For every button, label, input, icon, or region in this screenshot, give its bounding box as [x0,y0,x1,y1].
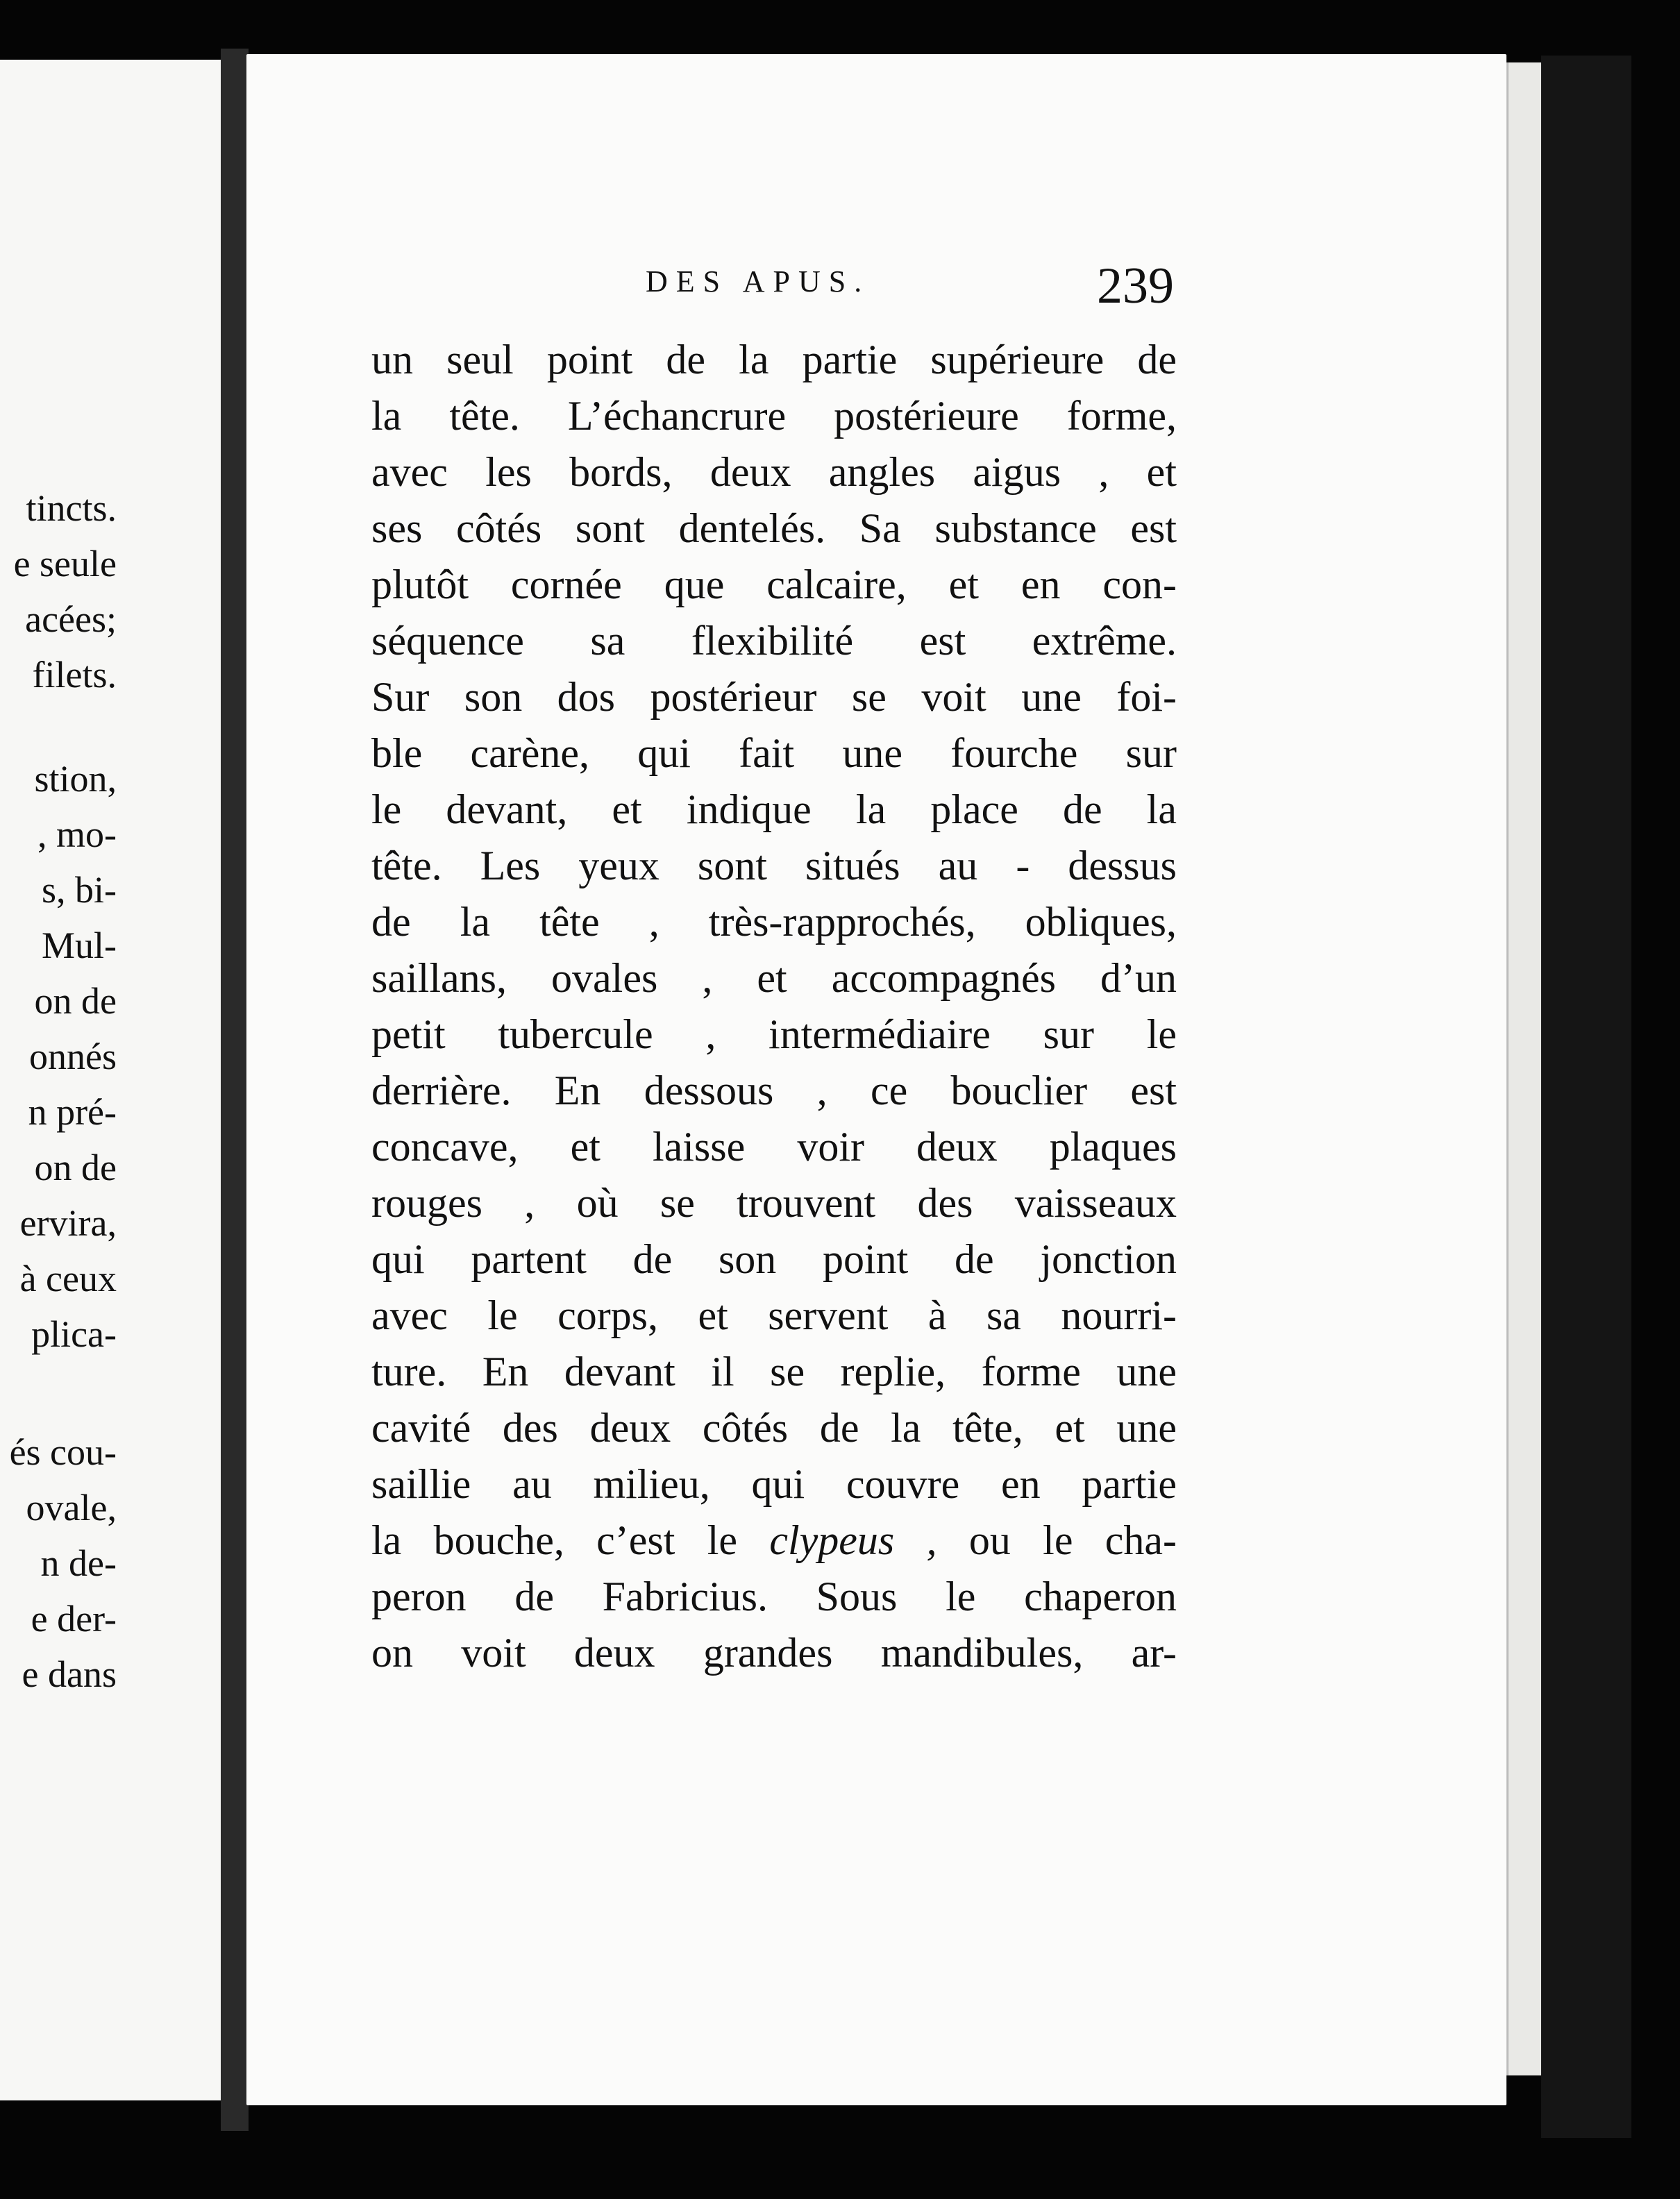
text-segment: la bouche, c’est le [371,1517,738,1563]
left-line: stion, [34,758,117,800]
text-line: le devant, et indique la place de la [371,786,1177,832]
text-line: saillans, ovales , et accompagnés d’un [371,955,1177,1001]
left-line: on de [34,980,117,1022]
text-line-mixed [371,1513,1177,1569]
text-line: concave, et laisse voir deux plaques [371,1124,1177,1170]
book-cover-edge [1541,56,1631,2138]
text-line: plutôt cornée que calcaire, et en con- [371,562,1177,607]
left-line: Mul- [42,925,117,966]
text-line: avec le corps, et servent à sa nourri- [371,1292,1177,1338]
running-header: DES APUS. [646,264,871,298]
text-line: séquence sa flexibilité est extrême. [371,618,1177,664]
italic-term: clypeus , [769,1517,937,1563]
text-line: ble carène, qui fait une fourche sur [371,730,1177,776]
left-line: tincts. [26,487,117,529]
left-line: on de [34,1147,117,1188]
left-line: e der- [31,1598,117,1640]
text-line: tête. Les yeux sont situés au - dessus [371,843,1177,888]
text-line: ture. En devant il se replie, forme une [371,1349,1177,1395]
page-number: 239 [1097,258,1174,314]
text-line: un seul point de la partie supérieure de [371,337,1177,382]
text-line: derrière. En dessous , ce bouclier est [371,1068,1177,1113]
book-gutter [221,49,249,2131]
left-page-text [0,60,117,2100]
text-line: petit tubercule , intermédiaire sur le [371,1011,1177,1057]
left-line: filets. [32,654,117,696]
left-line: plica- [31,1313,117,1355]
left-line: à ceux [19,1258,117,1299]
text-line: la tête. L’échancrure postérieure forme, [371,393,1177,439]
text-line: avec les bords, deux angles aigus , et [371,449,1177,495]
left-line: és cou- [9,1431,117,1473]
text-line: de la tête , très-rapprochés, obliques, [371,899,1177,945]
text-line: qui partent de son point de jonction [371,1236,1177,1282]
text-line: peron de Fabricius. Sous le chaperon [371,1574,1177,1619]
left-line: e dans [22,1653,117,1695]
text-line: on voit deux grandes mandibules, ar- [371,1630,1177,1676]
left-line: ovale, [26,1487,117,1528]
text-line: Sur son dos postérieur se voit une foi- [371,674,1177,720]
left-line: acées; [25,598,117,640]
left-page [0,60,224,2100]
left-line: , mo- [37,814,117,855]
left-line: onnés [29,1036,117,1077]
left-line: s, bi- [42,869,117,911]
left-line: n pré- [28,1091,117,1133]
text-line: cavité des deux côtés de la tête, et une [371,1405,1177,1451]
left-line: n de- [40,1542,117,1584]
page-stack-edge [1506,62,1543,2075]
left-line: ervira, [19,1202,117,1244]
page-body [371,332,1177,1681]
text-segment: ou le cha- [968,1517,1177,1563]
text-line: saillie au milieu, qui couvre en partie [371,1461,1177,1507]
text-line: ses côtés sont dentelés. Sa substance est [371,505,1177,551]
left-line: e seule [13,543,117,584]
text-line: rouges , où se trouvent des vaisseaux [371,1180,1177,1226]
